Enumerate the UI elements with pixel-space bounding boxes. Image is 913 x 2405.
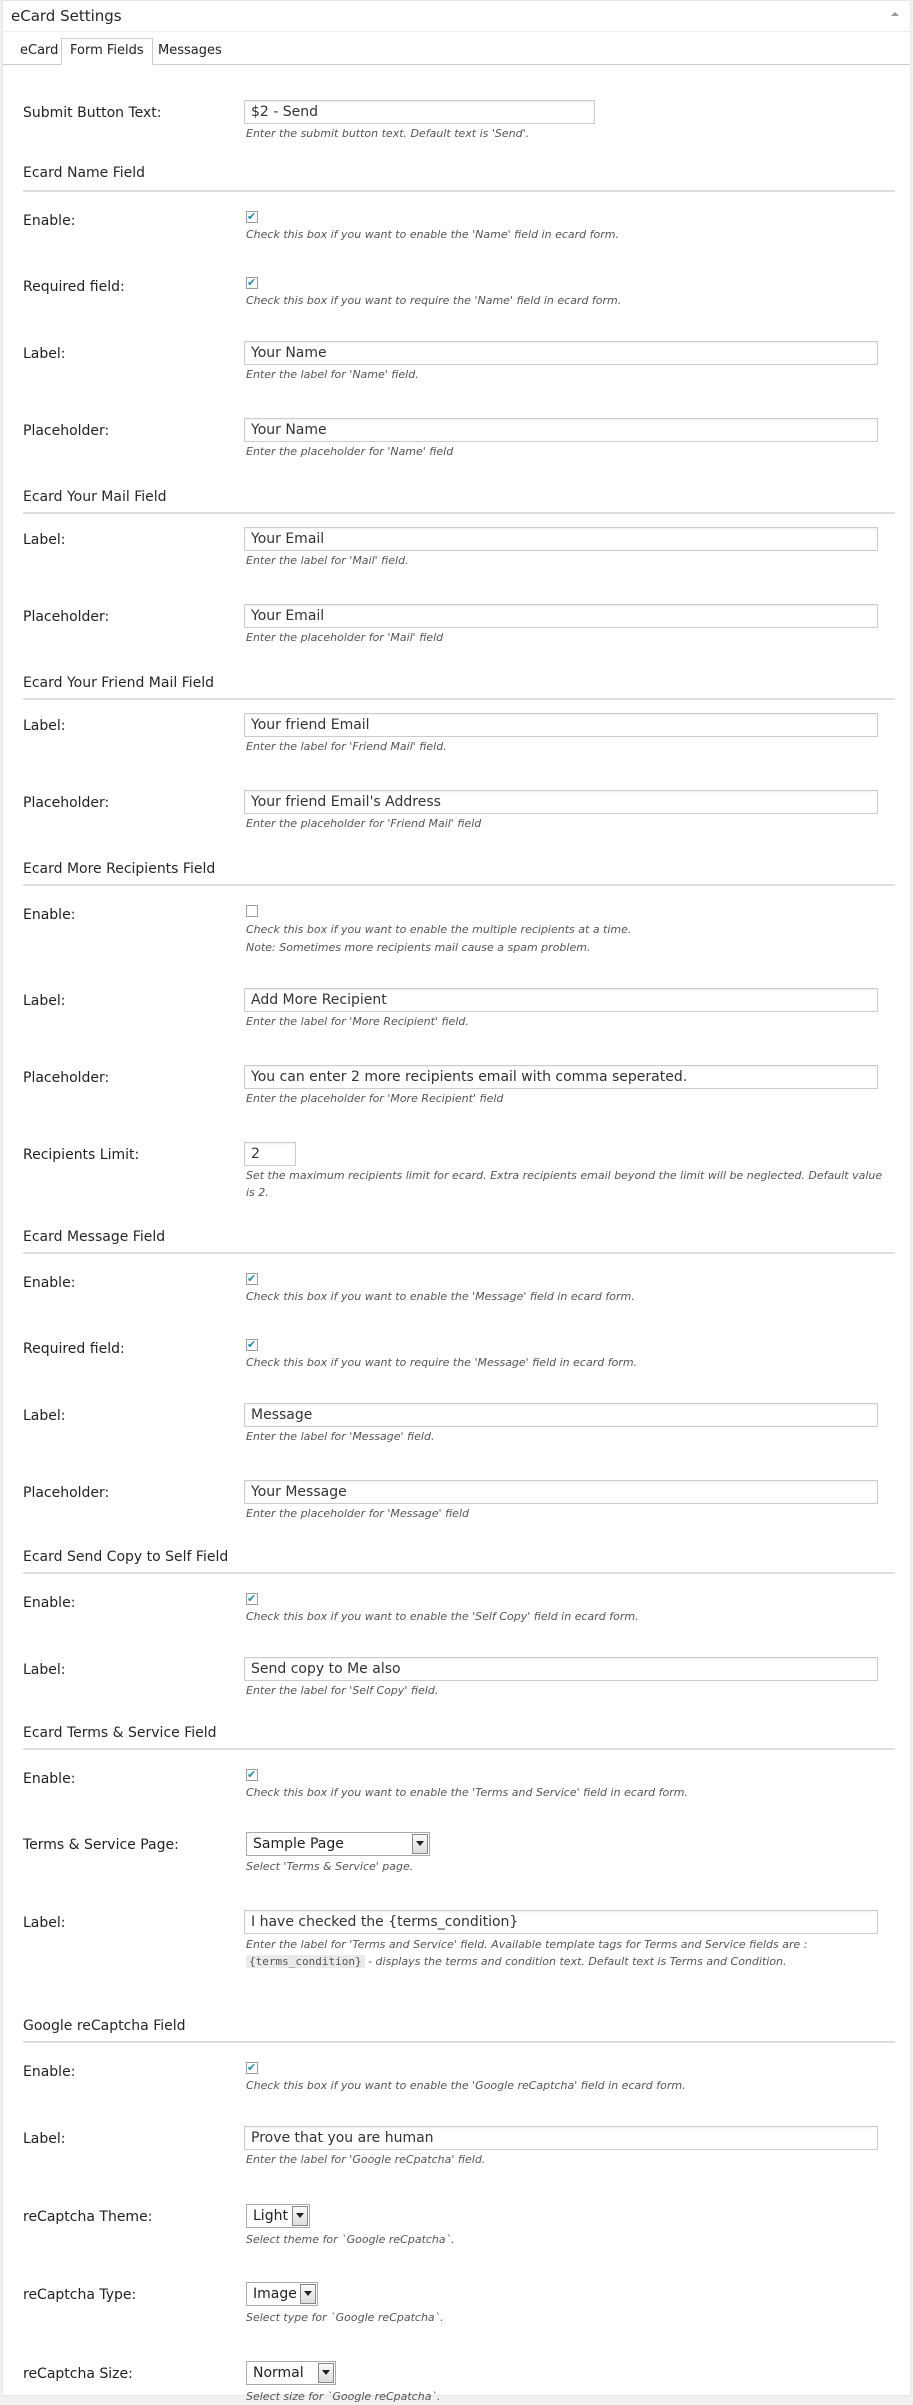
recaptcha-theme-select[interactable] [246,2204,310,2228]
recipients-limit-label: Recipients Limit: [23,1147,140,1163]
recaptcha-label-desc: Enter the label for 'Google reCpatcha' field. [246,2153,486,2166]
terms-enable-desc: Check this box if you want to enable the 'Terms and Service' field in ecard form. [246,1786,688,1799]
name-field-heading: Ecard Name Field [23,165,146,181]
checkmark-icon: ✔ [247,1592,257,1605]
recaptcha-size-select[interactable] [246,2361,336,2385]
select-arrow [292,2206,308,2226]
recaptcha-size-value: Normal [253,2365,304,2381]
panel-header [3,1,910,32]
name-enable-desc: Check this box if you want to enable the 'Name' field in ecard form. [246,228,619,241]
recaptcha-theme-label: reCaptcha Theme: [23,2209,153,2225]
recipients-placeholder-label: Placeholder: [23,1070,110,1086]
divider [23,1252,895,1254]
selfcopy-enable-desc: Check this box if you want to enable the 'Self Copy' field in ecard form. [246,1610,639,1623]
message-required-checkbox[interactable] [246,1339,258,1351]
selfcopy-label-desc: Enter the label for 'Self Copy' field. [246,1684,439,1697]
recipients-limit-input[interactable] [244,1142,296,1166]
recipients-label-label: Label: [23,993,66,1009]
chevron-down-icon [416,1841,424,1847]
friend-label-label: Label: [23,718,66,734]
divider [23,2041,895,2043]
message-enable-label: Enable: [23,1275,76,1291]
select-arrow [318,2363,334,2383]
chevron-down-icon [304,2291,312,2297]
recaptcha-size-desc: Select size for `Google reCpatcha`. [246,2390,441,2403]
tab-bar [3,32,910,65]
checkmark-icon: ✔ [247,1338,257,1351]
tab-ecard[interactable]: eCard [20,43,59,58]
mail-field-heading: Ecard Your Mail Field [23,489,167,505]
selfcopy-label-input[interactable] [244,1657,878,1681]
submit-text-label: Submit Button Text: [23,105,162,121]
name-enable-checkbox[interactable] [246,211,258,223]
friend-field-heading: Ecard Your Friend Mail Field [23,675,215,691]
mail-label-input[interactable] [244,527,878,551]
name-label-desc: Enter the label for 'Name' field. [246,368,419,381]
mail-placeholder-label: Placeholder: [23,609,110,625]
recaptcha-enable-checkbox[interactable] [246,2062,258,2074]
mail-placeholder-desc: Enter the placeholder for 'Mail' field [246,631,444,644]
message-enable-desc: Check this box if you want to enable the 'Message' field in ecard form. [246,1290,635,1303]
recaptcha-enable-label: Enable: [23,2064,76,2080]
divider [23,1748,895,1750]
name-label-label: Label: [23,346,66,362]
checkmark-icon: ✔ [247,1768,257,1781]
recaptcha-label-label: Label: [23,2131,66,2147]
message-placeholder-label: Placeholder: [23,1485,110,1501]
recaptcha-type-value: Image [253,2286,297,2302]
terms-label-input[interactable] [244,1910,878,1934]
recaptcha-label-input[interactable] [244,2126,878,2150]
recipients-field-heading: Ecard More Recipients Field [23,861,216,877]
divider [23,698,895,700]
divider [23,512,895,514]
recipients-placeholder-input[interactable] [244,1065,878,1089]
mail-placeholder-input[interactable] [244,604,878,628]
recaptcha-type-select[interactable] [246,2282,318,2306]
name-enable-label: Enable: [23,213,76,229]
mail-label-desc: Enter the label for 'Mail' field. [246,554,409,567]
message-required-label: Required field: [23,1341,125,1357]
terms-page-label: Terms & Service Page: [23,1837,179,1853]
panel-title: eCard Settings [11,7,122,25]
name-placeholder-input[interactable] [244,418,878,442]
message-placeholder-input[interactable] [244,1480,878,1504]
submit-text-input[interactable] [244,100,595,124]
name-required-checkbox[interactable] [246,277,258,289]
terms-page-select[interactable] [246,1832,430,1856]
chevron-down-icon [322,2370,330,2376]
terms-label-desc [246,1936,886,1970]
friend-label-desc: Enter the label for 'Friend Mail' field. [246,740,447,753]
selfcopy-label-label: Label: [23,1662,66,1678]
recaptcha-size-label: reCaptcha Size: [23,2366,133,2382]
recaptcha-type-label: reCaptcha Type: [23,2287,137,2303]
friend-placeholder-input[interactable] [244,790,878,814]
terms-template-tag: {terms_condition} [246,1955,365,1968]
name-label-input[interactable] [244,341,878,365]
tab-messages[interactable]: Messages [158,43,222,58]
mail-label-label: Label: [23,532,66,548]
recipients-enable-label: Enable: [23,907,76,923]
checkmark-icon: ✔ [247,276,257,289]
chevron-down-icon [296,2213,304,2219]
selfcopy-field-heading: Ecard Send Copy to Self Field [23,1549,229,1565]
friend-placeholder-desc: Enter the placeholder for 'Friend Mail' field [246,817,482,830]
divider [23,884,895,886]
divider [23,1572,895,1574]
recipients-limit-desc: Set the maximum recipients limit for ecard. Extra recipients email beyond the limit will be neglected. Default value is 2. [246,1169,883,1199]
checkmark-icon: ✔ [247,2061,257,2074]
terms-page-desc: Select 'Terms & Service' page. [246,1860,414,1873]
terms-enable-checkbox[interactable] [246,1769,258,1781]
friend-placeholder-label: Placeholder: [23,795,110,811]
selfcopy-enable-label: Enable: [23,1595,76,1611]
select-arrow [300,2284,316,2304]
name-placeholder-desc: Enter the placeholder for 'Name' field [246,445,454,458]
ecard-settings-panel [2,0,911,2403]
recaptcha-field-heading: Google reCaptcha Field [23,2018,186,2034]
name-required-label: Required field: [23,279,125,295]
divider [23,190,895,192]
recaptcha-theme-value: Light [253,2208,288,2224]
terms-field-heading: Ecard Terms & Service Field [23,1725,217,1741]
recaptcha-theme-desc: Select theme for `Google reCpatcha`. [246,2233,455,2246]
message-required-desc: Check this box if you want to require the 'Message' field in ecard form. [246,1356,638,1369]
collapse-arrow-icon[interactable] [890,9,900,19]
select-arrow [412,1834,428,1854]
recipients-label-desc: Enter the label for 'More Recipient' field. [246,1015,469,1028]
name-required-desc: Check this box if you want to require the 'Name' field in ecard form. [246,294,622,307]
recipients-label-input[interactable] [244,988,878,1012]
selfcopy-enable-checkbox[interactable] [246,1593,258,1605]
checkmark-icon: ✔ [247,1272,257,1285]
terms-label-desc-tail: - displays the terms and condition text. Default text is Terms and Condition. [364,1955,787,1968]
tab-form-fields[interactable]: Form Fields [61,38,153,65]
checkmark-icon: ✔ [247,210,257,223]
submit-text-desc: Enter the submit button text. Default text is 'Send'. [246,127,530,140]
message-placeholder-desc: Enter the placeholder for 'Message' field [246,1507,469,1520]
recaptcha-type-desc: Select type for `Google reCpatcha`. [246,2311,444,2324]
terms-enable-label: Enable: [23,1771,76,1787]
recaptcha-enable-desc: Check this box if you want to enable the 'Google reCaptcha' field in ecard form. [246,2079,686,2092]
message-enable-checkbox[interactable] [246,1273,258,1285]
terms-page-select-value: Sample Page [253,1836,344,1852]
recipients-enable-note: Note: Sometimes more recipients mail cause a spam problem. [246,941,591,954]
terms-label-desc-text: Enter the label for 'Terms and Service' field. Available template tags for Terms and Service fields are : [246,1938,808,1951]
recipients-enable-checkbox[interactable] [246,905,258,917]
message-label-desc: Enter the label for 'Message' field. [246,1430,435,1443]
message-label-label: Label: [23,1408,66,1424]
name-placeholder-label: Placeholder: [23,423,110,439]
message-label-input[interactable] [244,1403,878,1427]
friend-label-input[interactable] [244,713,878,737]
message-field-heading: Ecard Message Field [23,1229,166,1245]
recipients-enable-desc: Check this box if you want to enable the multiple recipients at a time. [246,923,632,936]
recipients-placeholder-desc: Enter the placeholder for 'More Recipient' field [246,1092,504,1105]
terms-label-label: Label: [23,1915,66,1931]
